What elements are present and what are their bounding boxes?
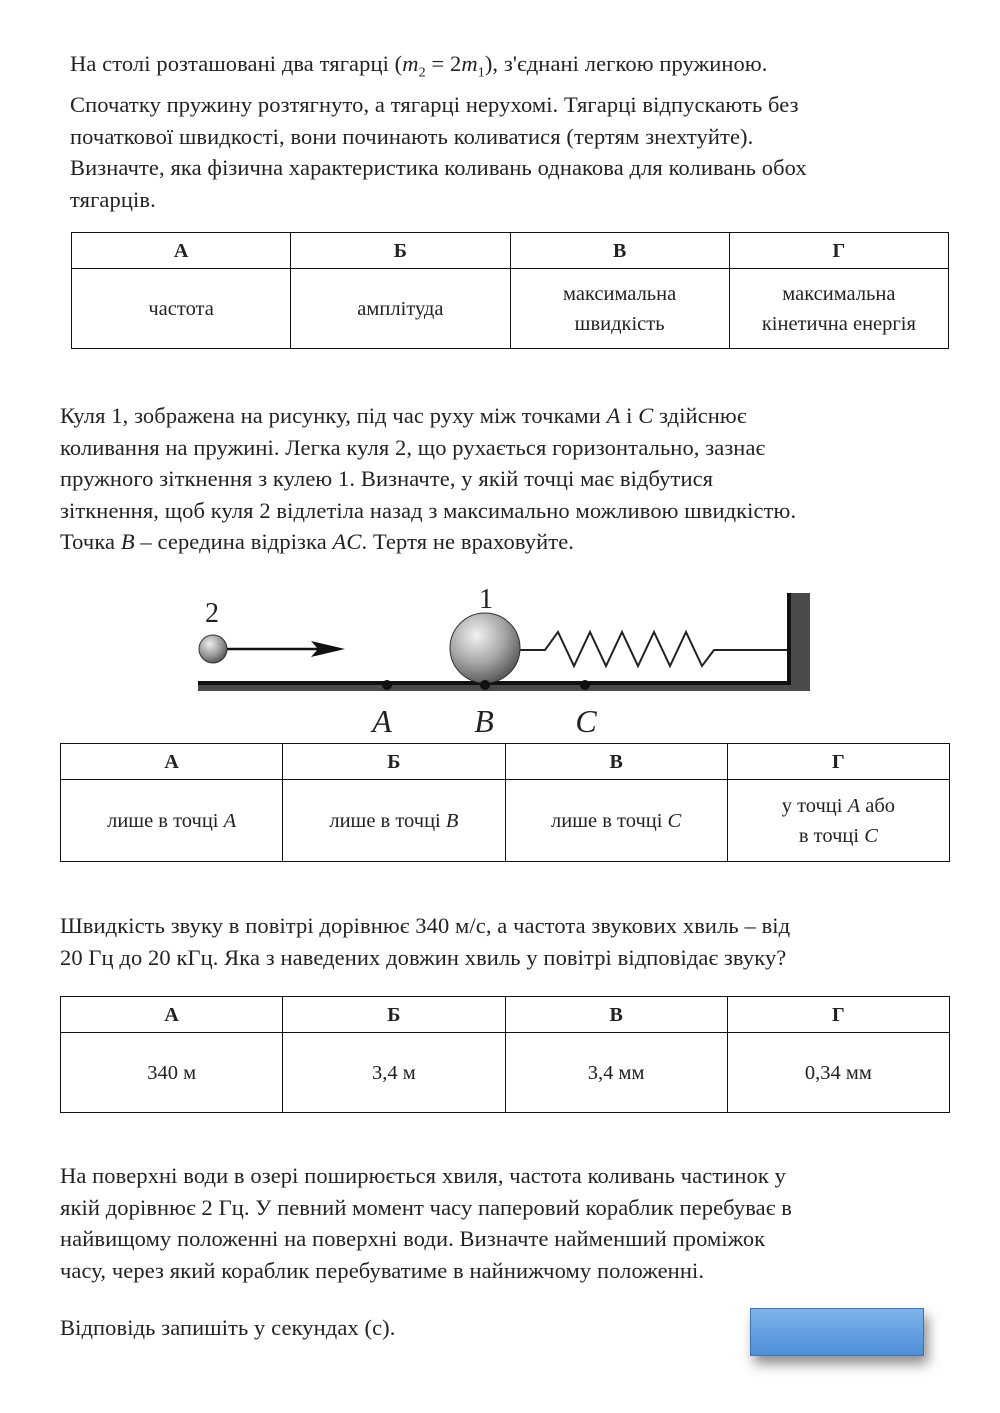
q3-header-a: А <box>61 997 283 1033</box>
q2-option-c-point: C <box>667 809 682 832</box>
q2-header-d: Г <box>727 744 949 780</box>
q1-option-d[interactable] <box>729 269 948 349</box>
q2-point-b-ref: B <box>120 529 135 554</box>
spring <box>518 632 787 666</box>
q2-options-table <box>60 743 950 862</box>
q2-line-3: пружного зіткнення з кулею 1. Визначте, у якій точці має відбутися <box>60 466 714 491</box>
q3-option-b[interactable] <box>283 1033 505 1113</box>
q2-line-5b: – середина відрізка <box>134 529 333 554</box>
q4-line-3: найвищому положенні на поверхні води. Визначте найменший проміжок <box>60 1226 766 1251</box>
q2-header-a: А <box>61 744 283 780</box>
q2-header-c: В <box>505 744 727 780</box>
point-b-label: B <box>474 703 494 739</box>
q4-line-4: часу, через який кораблик перебуватиме в найнижчому положенні. <box>60 1257 705 1283</box>
q4-line-1: На поверхні води в озері поширюється хвиля, частота коливань частинок у <box>60 1163 787 1188</box>
point-c-dot <box>580 680 590 690</box>
q1-option-c[interactable] <box>510 269 729 349</box>
q2-option-d[interactable] <box>727 780 949 862</box>
q2-line-4: зіткнення, щоб куля 2 відлетіла назад з максимально можливою швидкістю. <box>60 497 797 523</box>
point-a-dot <box>382 680 392 690</box>
q1-option-a[interactable] <box>72 269 291 349</box>
question-2-text <box>60 400 796 558</box>
point-b-dot <box>480 680 490 690</box>
q1-line-3: початкової швидкості, вони починають коливатися (тертям знехтуйте). <box>70 123 754 149</box>
q1-options-table <box>71 232 949 349</box>
question-3-text <box>60 910 790 973</box>
q1-option-b[interactable] <box>291 269 510 349</box>
q2-option-b[interactable] <box>283 780 505 862</box>
q3-option-b-text: 3,4 м <box>372 1061 416 1084</box>
q2-option-d-point1: A <box>847 794 861 817</box>
q2-point-a-ref: A <box>606 403 621 428</box>
question-1-text <box>70 48 807 215</box>
q3-header-d: Г <box>727 997 949 1033</box>
q3-line-1: Швидкість звуку в повітрі дорівнює 340 м/с, а частота звукових хвиль – від <box>60 913 791 938</box>
floor-top-line <box>198 681 810 685</box>
q2-header-b: Б <box>283 744 505 780</box>
q1-line-5: тягарців. <box>70 186 156 212</box>
ball-2-label: 2 <box>205 598 219 629</box>
q2-point-c-ref: C <box>638 403 654 428</box>
q2-line-1a: Куля 1, зображена на рисунку, під час руху між точками <box>60 403 607 428</box>
answer-input-box[interactable] <box>750 1308 924 1356</box>
q1-header-a: А <box>72 233 291 269</box>
q1-m1-sub: 1 <box>477 65 485 81</box>
q1-line-4: Визначте, яка фізична характеристика коливань однакова для коливань обох <box>70 155 807 180</box>
q2-option-d-point2: C <box>864 824 878 847</box>
q1-option-c-line1: максимальна <box>563 282 677 305</box>
ball-2 <box>199 635 227 663</box>
q3-options-table <box>60 996 950 1113</box>
q2-line-1c: здійснює <box>653 403 747 428</box>
q2-line-5c: . Тертя не враховуйте. <box>361 529 575 554</box>
q1-option-c-line2: швидкість <box>574 312 665 335</box>
q3-header-c: В <box>505 997 727 1033</box>
question-4-text <box>60 1160 792 1286</box>
q1-header-b: Б <box>291 233 510 269</box>
q3-option-c[interactable] <box>505 1033 727 1113</box>
q2-option-c-text: лише в точці <box>551 809 668 832</box>
q1-m2: m <box>402 51 419 76</box>
q3-option-d[interactable] <box>727 1033 949 1113</box>
q3-line-2: 20 Гц до 20 кГц. Яка з наведених довжин хвиль у повітрі відповідає звуку? <box>60 944 787 970</box>
q3-option-a[interactable] <box>61 1033 283 1113</box>
q1-line-2: Спочатку пружину розтягнуто, а тягарці нерухомі. Тягарці відпускають без <box>70 92 799 117</box>
q2-line-2: коливання на пружині. Легка куля 2, що рухається горизонтально, зазнає <box>60 434 766 460</box>
q2-option-b-point: B <box>445 809 459 832</box>
q3-option-c-text: 3,4 мм <box>587 1061 645 1084</box>
q2-segment-ac-ref: AC <box>332 529 362 554</box>
q1-option-a-text: частота <box>148 297 214 320</box>
q1-option-b-text: амплітуда <box>357 297 444 320</box>
q1-m2-sub: 2 <box>418 65 426 81</box>
q2-line-1b: і <box>620 403 639 428</box>
q1-eq: = 2 <box>425 51 462 76</box>
q2-option-d-text3: в точці <box>798 824 865 847</box>
q1-line-1b: ), з'єднані легкою пружиною. <box>484 51 768 76</box>
q1-line-1a: На столі розташовані два тягарці ( <box>70 51 403 76</box>
q1-m1: m <box>461 51 478 76</box>
q1-option-d-line1: максимальна <box>782 282 896 305</box>
q4-line-2: якій дорівнює 2 Гц. У певний момент часу паперовий кораблик перебуває в <box>60 1194 792 1220</box>
point-a-label: A <box>372 703 392 739</box>
q2-option-a-point: A <box>223 809 237 832</box>
point-c-label: C <box>575 703 597 739</box>
q2-option-a[interactable] <box>61 780 283 862</box>
q1-header-d: Г <box>729 233 948 269</box>
q3-option-d-text: 0,34 мм <box>804 1061 872 1084</box>
q2-option-d-text2: або <box>860 794 896 817</box>
q2-option-d-text1: у точці <box>781 794 848 817</box>
ball-1-label: 1 <box>479 584 493 615</box>
wall-edge <box>787 593 791 685</box>
q2-line-5a: Точка <box>60 529 121 554</box>
q1-header-c: В <box>510 233 729 269</box>
q3-header-b: Б <box>283 997 505 1033</box>
q4-answer-prompt: Відповідь запишіть у секундах (с). <box>60 1315 396 1340</box>
spring-ball-figure <box>0 580 1000 740</box>
q3-option-a-text: 340 м <box>147 1061 197 1084</box>
q2-option-c[interactable] <box>505 780 727 862</box>
q1-option-d-line2: кінетична енергія <box>761 312 916 335</box>
ball-1 <box>450 613 520 683</box>
q2-option-b-text: лише в точці <box>329 809 446 832</box>
q2-option-a-text: лише в точці <box>107 809 224 832</box>
